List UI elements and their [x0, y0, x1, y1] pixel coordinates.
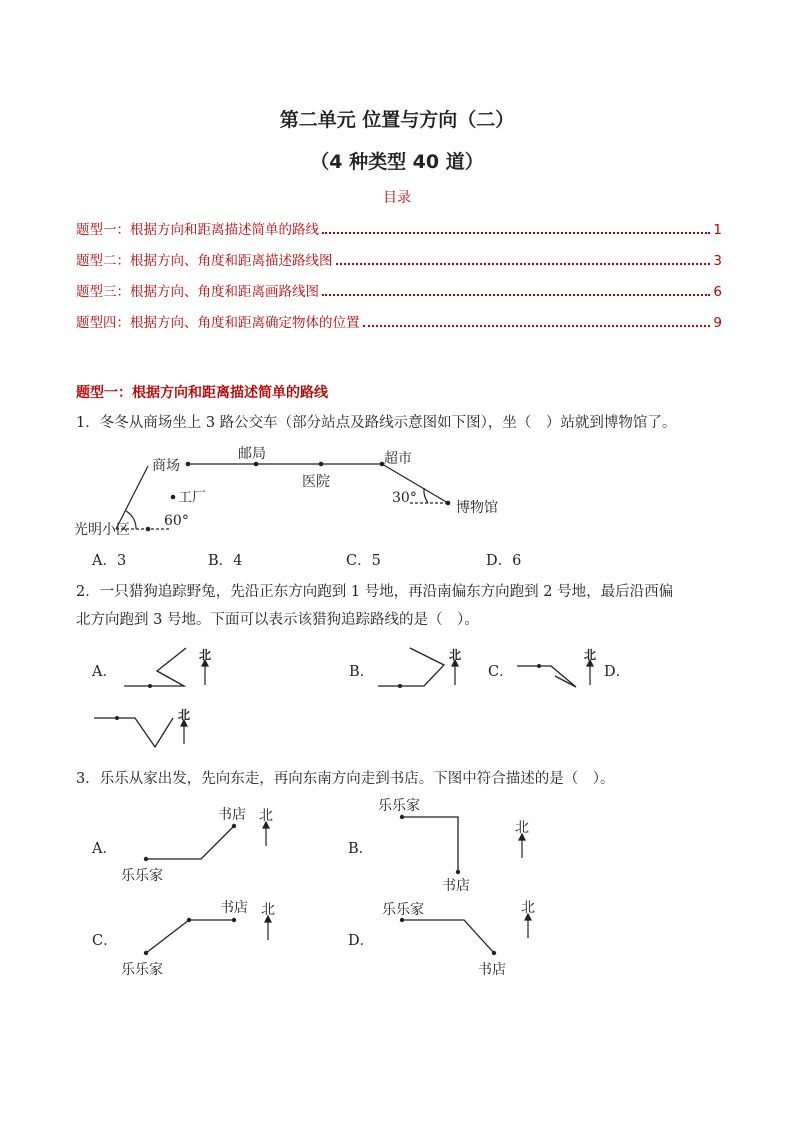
label-angle-60: 60°	[164, 513, 189, 529]
home-dot	[400, 918, 404, 922]
route-dot	[398, 684, 402, 688]
label-angle-30: 30°	[392, 490, 417, 506]
toc-leader	[336, 263, 711, 265]
route-dot	[187, 918, 191, 922]
home-label: 乐乐家	[121, 962, 163, 978]
question-3-text: 3．乐乐从家出发，先向东走，再向东南方向走到书店。下图中符合描述的是（ ）。	[76, 771, 615, 787]
north-label: 北	[584, 648, 597, 662]
label-museum: 博物馆	[456, 500, 498, 516]
hunting-route-diagrams	[0, 640, 794, 755]
toc-item-page: 1	[713, 222, 722, 238]
route-segment	[116, 466, 148, 529]
north-label: 北	[199, 648, 212, 662]
home-label: 乐乐家	[378, 798, 420, 814]
label-factory: 工厂	[178, 490, 206, 506]
store-label: 书店	[218, 807, 246, 823]
route-d	[402, 920, 494, 953]
option-a[interactable]: A．	[92, 841, 117, 857]
option-b[interactable]: B．	[349, 664, 375, 680]
home-dot	[400, 815, 404, 819]
store-label: 书店	[478, 962, 506, 978]
toc-item-page: 9	[713, 315, 722, 331]
north-label: 北	[521, 900, 535, 916]
stop-dot	[146, 527, 151, 532]
section-heading: 题型一：根据方向和距离描述简单的路线	[76, 385, 328, 401]
home-label: 乐乐家	[121, 868, 163, 884]
route-b	[402, 817, 458, 872]
toc-leader	[322, 294, 710, 296]
option-d[interactable]: D．6	[486, 553, 522, 569]
option-b[interactable]: B．4	[208, 553, 243, 569]
label-mall: 商场	[152, 458, 180, 474]
option-c[interactable]: C．	[92, 933, 118, 949]
home-dot	[144, 857, 148, 861]
stop-dot	[171, 495, 176, 500]
store-label: 书店	[220, 900, 248, 916]
toc-item[interactable]	[76, 218, 722, 238]
option-c[interactable]: C．	[488, 664, 514, 680]
toc-item-label: 题型四：根据方向、角度和距离确定物体的位置	[76, 315, 360, 331]
route-dot	[537, 664, 541, 668]
north-label: 北	[449, 648, 462, 662]
label-hospital: 医院	[302, 474, 330, 490]
store-dot	[232, 824, 236, 828]
toc-leader	[322, 232, 710, 234]
route-c	[517, 666, 576, 687]
label-post: 邮局	[238, 446, 266, 462]
store-dot	[232, 918, 236, 922]
label-market: 超市	[384, 451, 412, 467]
option-b[interactable]: B．	[348, 841, 374, 857]
toc-item[interactable]	[76, 280, 722, 300]
toc-item-label: 题型三：根据方向、角度和距离画路线图	[76, 284, 319, 300]
north-label: 北	[515, 820, 529, 836]
toc-heading: 目录	[383, 190, 411, 206]
option-a[interactable]: A．3	[92, 553, 127, 569]
store-dot	[456, 870, 460, 874]
route-a	[146, 826, 234, 859]
home-label: 乐乐家	[382, 902, 424, 918]
question-1-text: 1．冬冬从商场坐上 3 路公交车（部分站点及路线示意图如下图），坐（ ）站就到博物馆了。	[76, 415, 677, 431]
option-a[interactable]: A．	[92, 664, 117, 680]
toc-item-page: 6	[713, 284, 722, 300]
route-dot	[148, 684, 152, 688]
option-d[interactable]: D．	[348, 933, 375, 949]
toc-item[interactable]	[76, 249, 722, 269]
toc-leader	[363, 325, 711, 327]
option-d[interactable]: D．	[604, 664, 631, 680]
question-2-text-line2: 北方向跑到 3 号地。下面可以表示该猎狗追踪路线的是（ ）。	[76, 612, 479, 628]
label-district: 光明小区	[74, 522, 130, 538]
stop-dot	[319, 462, 324, 467]
home-dot	[144, 951, 148, 955]
bookstore-route-diagrams	[0, 790, 794, 990]
route-dot	[115, 716, 119, 720]
toc-item-page: 3	[713, 253, 722, 269]
route-d	[94, 718, 173, 747]
toc-item-label: 题型二：根据方向、角度和距离描述路线图	[76, 253, 333, 269]
toc-item-label: 题型一：根据方向和距离描述简单的路线	[76, 222, 319, 238]
page-subtitle: （4 种类型 40 道）	[310, 151, 484, 173]
page-title: 第二单元 位置与方向（二）	[279, 109, 515, 131]
store-label: 书店	[442, 878, 470, 894]
north-label: 北	[259, 808, 273, 824]
option-c[interactable]: C．5	[346, 553, 381, 569]
stop-dot	[254, 462, 259, 467]
stop-dot	[186, 462, 191, 467]
route-c	[146, 920, 234, 953]
question-2-text-line1: 2．一只猎狗追踪野兔，先沿正东方向跑到 1 号地，再沿南偏东方向跑到 2 号地，最后沿西偏	[76, 584, 674, 600]
route-b	[378, 648, 444, 686]
store-dot	[492, 951, 496, 955]
route-a	[124, 648, 186, 686]
north-label: 北	[178, 708, 191, 722]
toc-item[interactable]	[76, 311, 722, 331]
stop-dot	[446, 501, 451, 506]
bus-route-diagram	[70, 440, 530, 545]
north-label: 北	[261, 902, 275, 918]
